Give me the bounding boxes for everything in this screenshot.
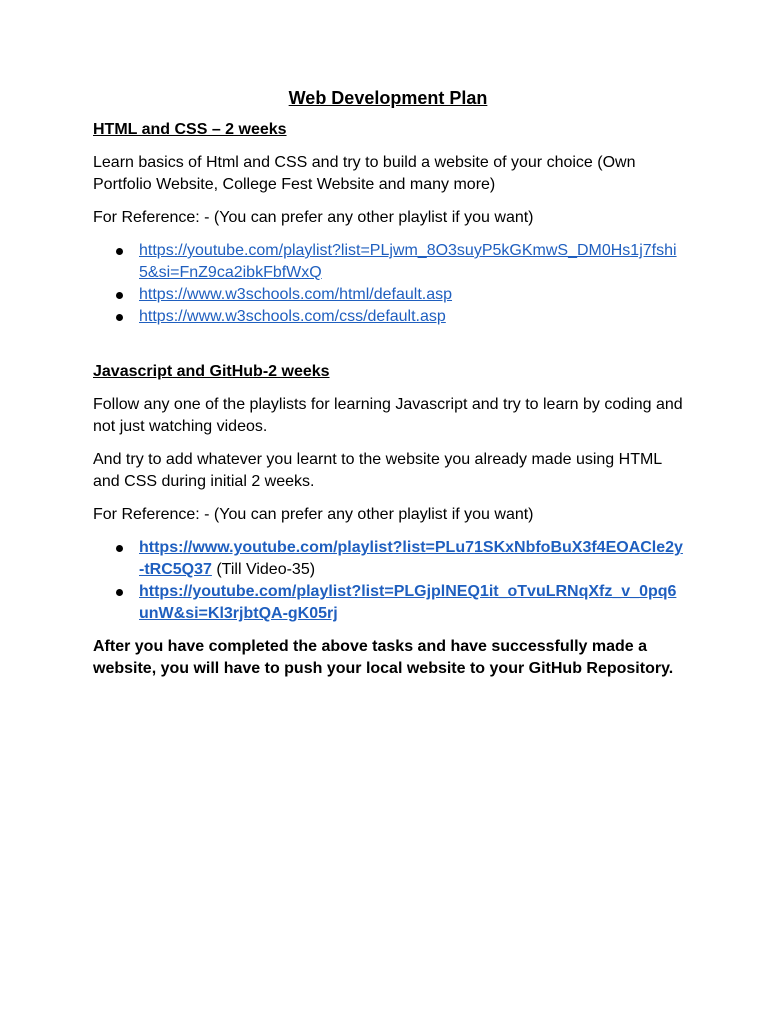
section-paragraph-2: And try to add whatever you learnt to the website you already made using HTML and CSS during initial 2 weeks. bbox=[93, 451, 662, 490]
section-heading-html-css: HTML and CSS – 2 weeks bbox=[93, 121, 287, 138]
document-title: Web Development Plan bbox=[288, 88, 488, 108]
reference-note-javascript: For Reference: - (You can prefer any other playlist if you want) bbox=[93, 506, 534, 523]
document-page bbox=[93, 86, 683, 691]
list-item bbox=[139, 581, 683, 625]
javascript-playlist-link[interactable]: https://www.youtube.com/playlist?list=PLu71SKxNbfoBuX3f4EOACle2y-tRC5Q37 bbox=[139, 539, 683, 578]
list-item bbox=[139, 306, 683, 328]
reference-list-html-css bbox=[93, 240, 683, 328]
link-note: (Till Video-35) bbox=[211, 561, 316, 578]
w3schools-html-link[interactable]: https://www.w3schools.com/html/default.asp bbox=[139, 286, 453, 303]
closing-instruction: After you have completed the above tasks and have successfully made a website, you will have to push your local website to your GitHub Repository. bbox=[93, 638, 674, 677]
github-playlist-link[interactable]: https://youtube.com/playlist?list=PLGjplNEQ1it_oTvuLRNqXfz_v_0pq6unW&si=Kl3rjbtQA-gK05rj bbox=[139, 583, 677, 622]
reference-note-html-css: For Reference: - (You can prefer any other playlist if you want) bbox=[93, 209, 534, 226]
playlist-link[interactable]: https://youtube.com/playlist?list=PLjwm_8O3suyP5kGKmwS_DM0Hs1j7fshi5&si=FnZ9ca2ibkFbfWxQ bbox=[139, 242, 677, 281]
section-heading-javascript-github: Javascript and GitHub-2 weeks bbox=[93, 363, 330, 380]
list-item bbox=[139, 284, 683, 306]
list-item bbox=[139, 240, 683, 284]
w3schools-css-link[interactable]: https://www.w3schools.com/css/default.asp bbox=[139, 308, 446, 325]
reference-list-javascript bbox=[93, 537, 683, 625]
section-intro-html-css: Learn basics of Html and CSS and try to build a website of your choice (Own Portfolio Website, College Fest Website and many more) bbox=[93, 154, 636, 193]
section-paragraph-1: Follow any one of the playlists for learning Javascript and try to learn by coding and not just watching videos. bbox=[93, 396, 683, 435]
list-item bbox=[139, 537, 683, 581]
section-spacer bbox=[93, 339, 683, 361]
